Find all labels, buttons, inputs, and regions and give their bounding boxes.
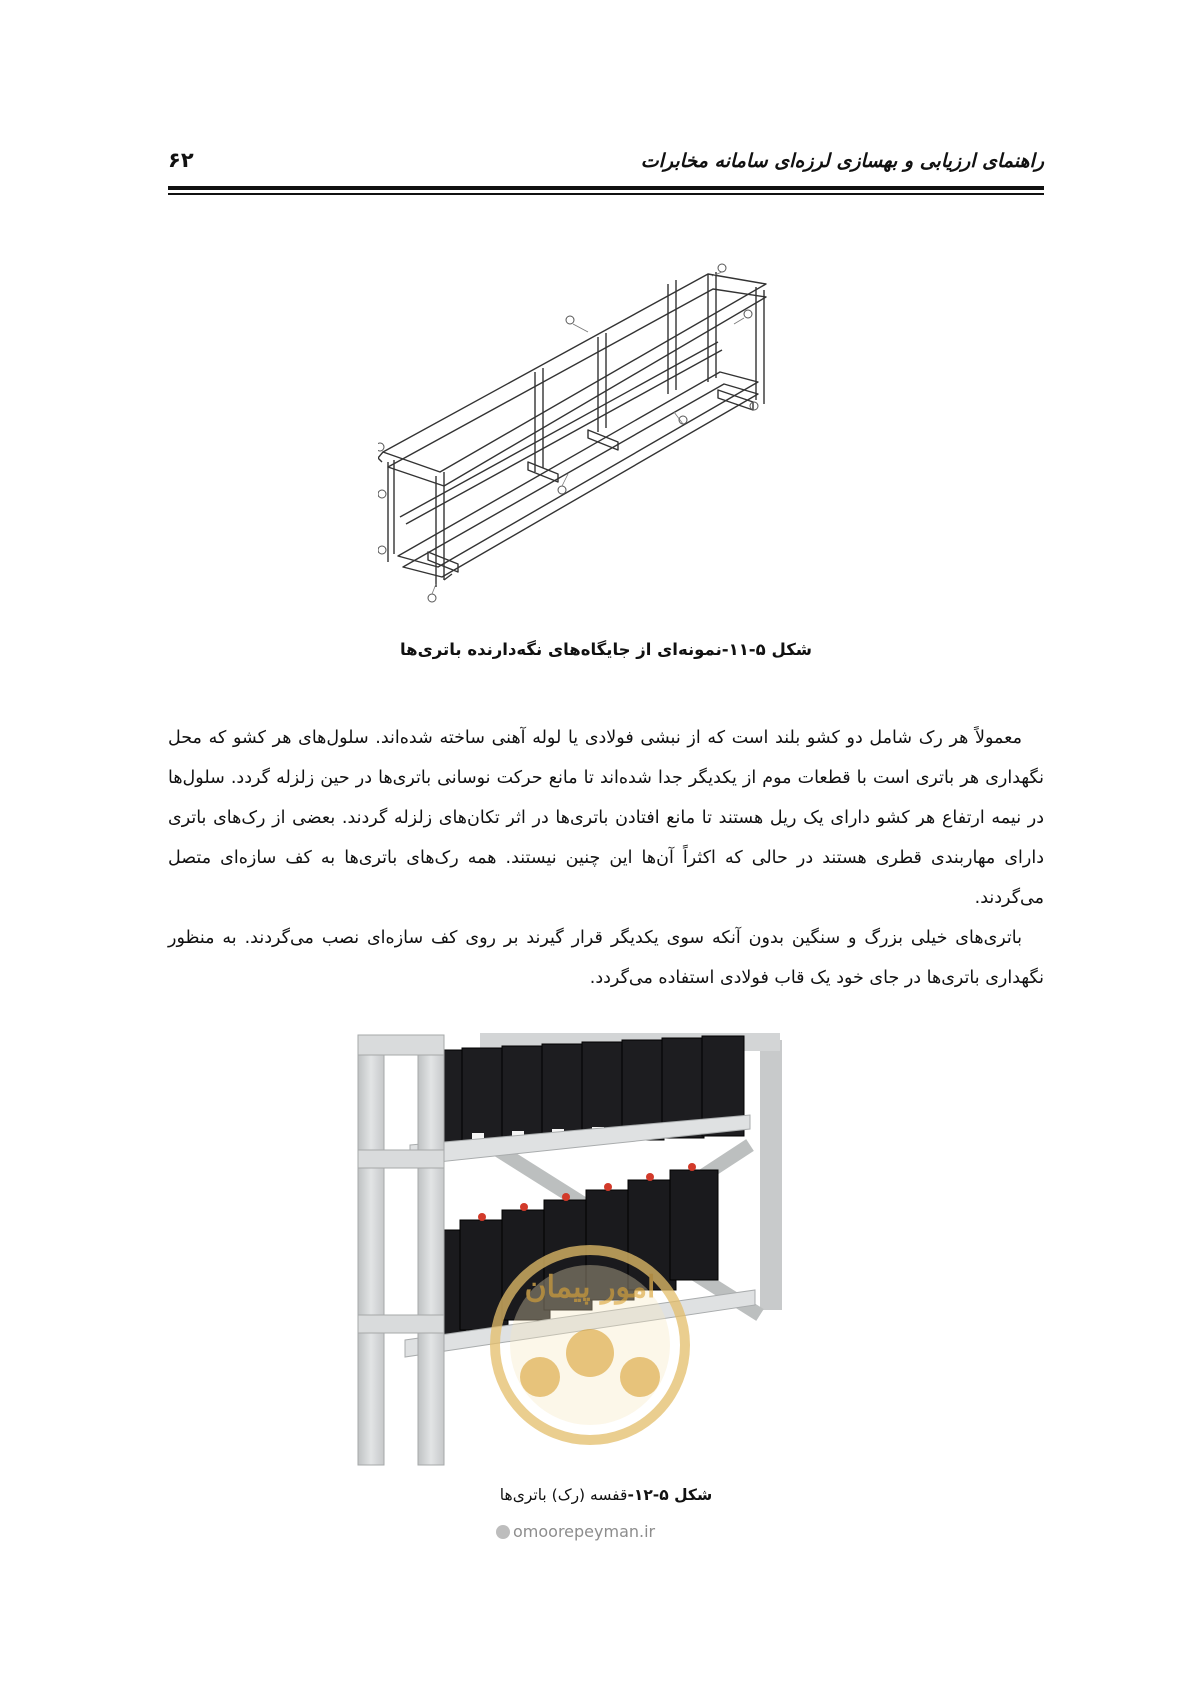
figure-2-caption-number: شکل ۵-۱۲-	[627, 1486, 713, 1504]
battery-rack-photo	[350, 1015, 830, 1485]
header-rule-thin	[168, 193, 1044, 195]
paragraph-2: باتری‌های خیلی بزرگ و سنگین بدون آنکه سوی یکدیگر قرار گیرند بر روی کف سازه‌ای نصب می‌گردند. به منظور نگهداری باتری‌ها در جای خود یک قاب فولادی استفاده می‌گردد.	[168, 928, 1044, 988]
watermark-logo-text: امور پیمان	[524, 1270, 656, 1305]
header-rule-thick	[168, 186, 1044, 190]
figure-2-caption	[168, 1486, 1044, 1504]
page-header	[168, 140, 1044, 180]
paragraph-1: معمولاً هر رک شامل دو کشو بلند است که از نبشی فولادی یا لوله آهنی ساخته شده‌اند. سلول‌های هر کشو که محل نگهداری هر باتری است با قطعات موم از یکدیگر جدا شده‌اند تا مانع حرکت نوسانی باتری‌ها در حین زلزله گردد. سلول‌ها در نیمه ارتفاع هر کشو دارای یک ریل هستند تا مانع افتادن باتری‌ها در اثر تکان‌های زلزله گردند. بعضی از رک‌های باتری دارای مهاربندی قطری هستند در حالی که اکثراً آن‌ها این چنین نیستند. همه رک‌های باتری‌ها به کف سازه‌ای متصل می‌گردند.	[168, 728, 1044, 908]
watermark-url	[496, 1522, 655, 1541]
watermark-icon	[496, 1525, 510, 1539]
battery-holder-drawing	[378, 262, 810, 628]
figure-2-caption-text: قفسه (رک) باتری‌ها	[499, 1486, 628, 1504]
running-title: راهنمای ارزیابی و بهسازی لرزه‌ای سامانه مخابرات	[640, 150, 1044, 172]
page-number: ۶۲	[168, 148, 194, 172]
watermark-url-text: omoorepeyman.ir	[513, 1522, 656, 1541]
figure-1-caption: شکل ۵-۱۱-نمونه‌ای از جایگاه‌های نگه‌دارنده باتری‌ها	[399, 640, 813, 659]
body-text	[168, 718, 1044, 998]
